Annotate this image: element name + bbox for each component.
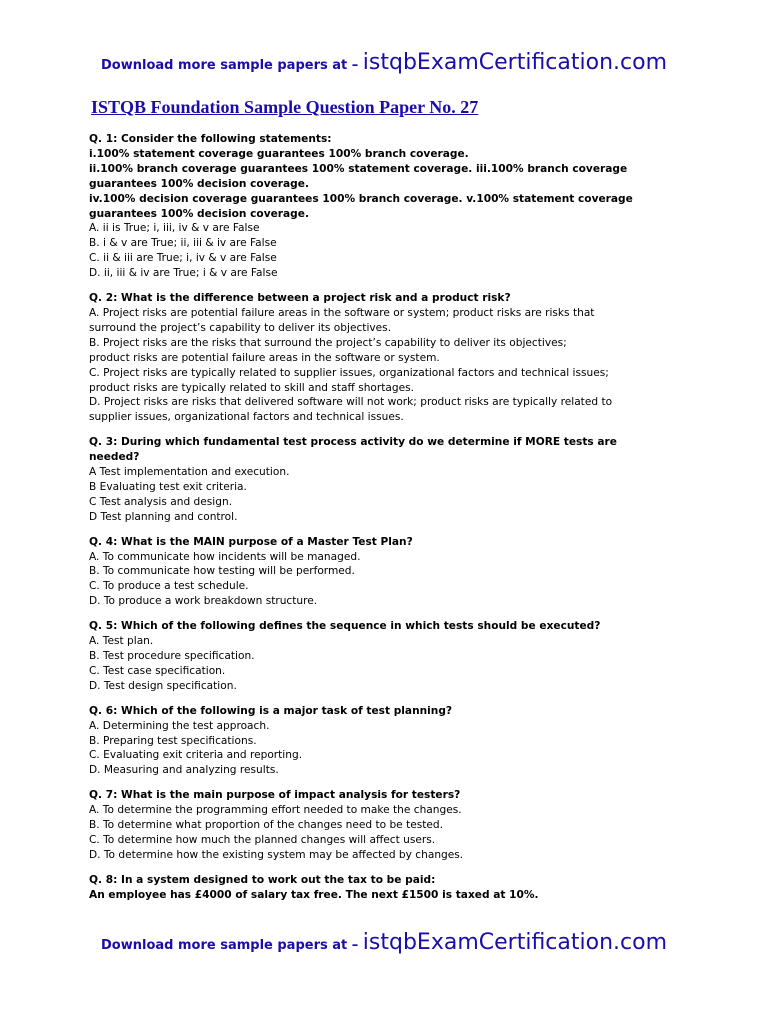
- question-line: Q. 2: What is the difference between a project risk and a product risk?: [89, 292, 511, 305]
- question-5: [89, 619, 669, 694]
- question-line: iv.100% decision coverage guarantees 100% branch coverage. v.100% statement coverage: [89, 192, 633, 205]
- answer-option: A. Project risks are potential failure areas in the software or system; product risks are risks that: [89, 306, 595, 319]
- banner-prefix: Download more sample papers at –: [101, 58, 363, 73]
- answer-option: B. To communicate how testing will be performed.: [89, 565, 355, 578]
- answer-option: supplier issues, organizational factors and technical issues.: [89, 411, 404, 424]
- answer-option: A Test implementation and execution.: [89, 466, 290, 479]
- question-line: guarantees 100% decision coverage.: [89, 177, 309, 190]
- answer-option: C. Project risks are typically related to supplier issues, organizational factors and technical issues;: [89, 366, 609, 379]
- answer-option: B. i & v are True; ii, iii & iv are False: [89, 237, 277, 250]
- answer-option: A. Determining the test approach.: [89, 719, 270, 732]
- answer-option: C. ii & iii are True; i, iv & v are False: [89, 252, 277, 265]
- question-line: An employee has £4000 of salary tax free. The next £1500 is taxed at 10%.: [89, 888, 539, 901]
- question-line: Q. 5: Which of the following defines the sequence in which tests should be executed?: [89, 620, 601, 633]
- paper-title: ISTQB Foundation Sample Question Paper No. 27: [91, 97, 479, 117]
- answer-option: product risks are typically related to skill and staff shortages.: [89, 381, 415, 394]
- question-line: ii.100% branch coverage guarantees 100% statement coverage. iii.100% branch coverage: [89, 162, 628, 175]
- question-line: Q. 7: What is the main purpose of impact analysis for testers?: [89, 789, 461, 802]
- question-7: [89, 788, 669, 863]
- answer-option: product risks are potential failure areas in the software or system.: [89, 351, 440, 364]
- answer-option: B Evaluating test exit criteria.: [89, 480, 247, 493]
- answer-option: A. To determine the programming effort needed to make the changes.: [89, 804, 462, 817]
- download-banner-bottom[interactable]: [0, 930, 768, 955]
- question-8: [89, 873, 669, 903]
- question-line: guarantees 100% decision coverage.: [89, 207, 309, 220]
- answer-option: A. ii is True; i, iii, iv & v are False: [89, 222, 260, 235]
- answer-option: C. Test case specification.: [89, 664, 226, 677]
- banner-site-link[interactable]: istqbExamCertification.com: [362, 50, 667, 75]
- question-3: [89, 435, 669, 524]
- download-banner-top[interactable]: [0, 50, 768, 75]
- answer-option: D. To determine how the existing system may be affected by changes.: [89, 848, 464, 861]
- question-line: Q. 8: In a system designed to work out the tax to be paid:: [89, 873, 436, 886]
- question-1: [89, 132, 669, 281]
- answer-option: B. Preparing test specifications.: [89, 734, 257, 747]
- answer-option: D. Test design specification.: [89, 679, 237, 692]
- question-6: [89, 704, 669, 779]
- answer-option: C. Evaluating exit criteria and reporting.: [89, 749, 303, 762]
- answer-option: D. Measuring and analyzing results.: [89, 764, 279, 777]
- question-4: [89, 535, 669, 610]
- answer-option: D. Project risks are risks that delivered software will not work; product risks are typically related to: [89, 396, 613, 409]
- answer-option: D. To produce a work breakdown structure.: [89, 595, 318, 608]
- question-line: i.100% statement coverage guarantees 100% branch coverage.: [89, 147, 469, 160]
- answer-option: C. To produce a test schedule.: [89, 580, 249, 593]
- answer-option: B. To determine what proportion of the changes need to be tested.: [89, 819, 444, 832]
- question-list: [89, 132, 669, 913]
- answer-option: surround the project’s capability to deliver its objectives.: [89, 321, 392, 334]
- question-line: Q. 1: Consider the following statements:: [89, 133, 332, 145]
- banner-site-link[interactable]: istqbExamCertification.com: [362, 930, 667, 955]
- answer-option: A. Test plan.: [89, 635, 154, 648]
- answer-option: D Test planning and control.: [89, 510, 238, 523]
- answer-option: B. Test procedure specification.: [89, 650, 255, 662]
- answer-option: C. To determine how much the planned changes will affect users.: [89, 833, 436, 846]
- answer-option: D. ii, iii & iv are True; i & v are False: [89, 267, 278, 280]
- question-2: [89, 291, 669, 425]
- answer-option: A. To communicate how incidents will be managed.: [89, 550, 361, 563]
- banner-prefix: Download more sample papers at –: [101, 938, 363, 953]
- question-line: Q. 6: Which of the following is a major task of test planning?: [89, 704, 453, 717]
- answer-option: B. Project risks are the risks that surround the project’s capability to deliver its objectives;: [89, 336, 567, 349]
- answer-option: C Test analysis and design.: [89, 495, 233, 508]
- question-line: Q. 4: What is the MAIN purpose of a Master Test Plan?: [89, 535, 413, 548]
- question-line: Q. 3: During which fundamental test process activity do we determine if MORE tests are needed?: [89, 436, 617, 464]
